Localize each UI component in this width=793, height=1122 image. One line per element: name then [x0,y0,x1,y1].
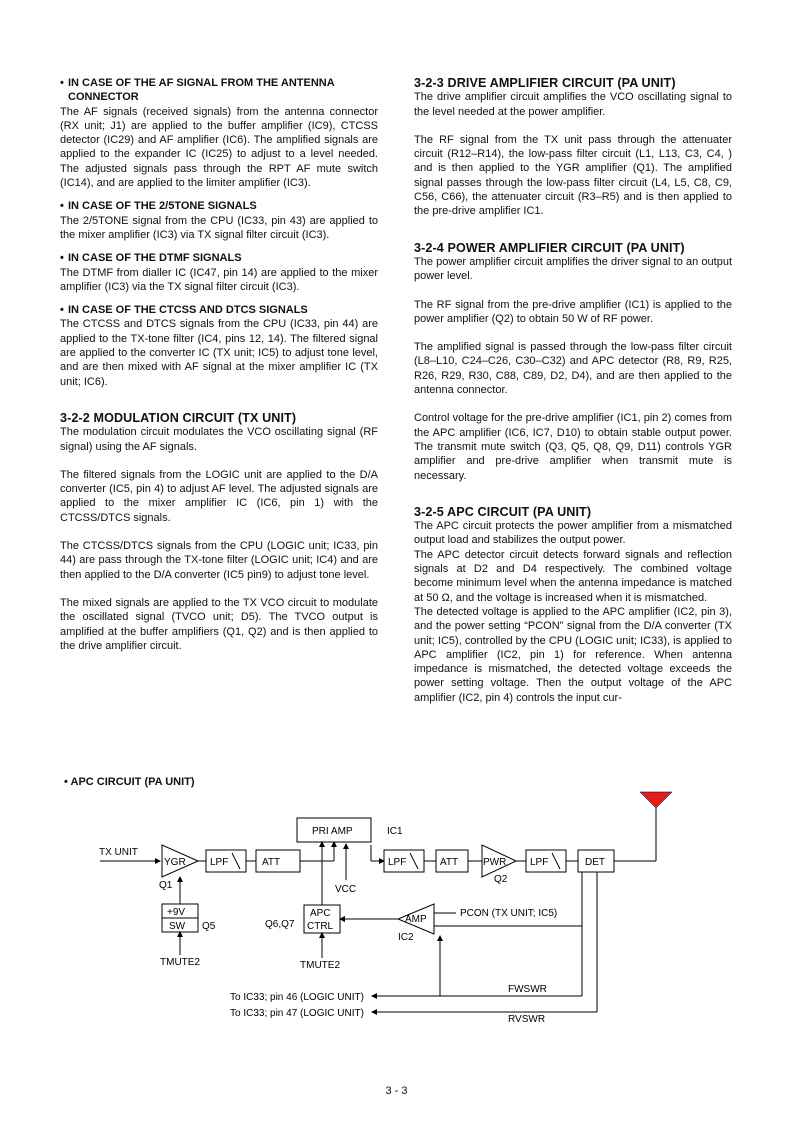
drive-p1: The drive amplifier circuit amplifies the VCO oscillating signal to the level needed at the power amplifier. [414,91,732,118]
power-p2: The RF signal from the pre-drive amplifier (IC1) is applied to the power amplifier (Q2) to obtain 50 W of RF power. [414,298,732,325]
to-ic33-46-label: To IC33; pin 46 (LOGIC UNIT) [230,992,364,1003]
modulation-p3: The CTCSS/DTCS signals from the CPU (LOGIC unit; IC33, pin 44) are pass through the TX-tone filter (LOGIC unit; IC4) and are then applied to the D/A converter (IC5 pin9) to adjust tone level. [60,540,378,581]
pri-amp-label: PRI AMP [312,826,353,837]
q5-label: Q5 [202,921,216,932]
af-antenna-text: The AF signals (received signals) from the antenna connector (RX unit; J1) are applied to the buffer amplifier (IC9), CTCSS detector (IC29) and AF amplifier (IC6). The amplified signals are applied to the expander IC (IC25) to adjust to a level needed. The adjusted signals pass through the RPT AF mute switch (IC14), and are applied to the limiter amplifier (IC3). [60,105,378,190]
apc-p1: The APC circuit protects the power amplifier from a mismatched output load and stabilizes the output power. [414,520,732,547]
to-ic33-47-label: To IC33; pin 47 (LOGIC UNIT) [230,1008,364,1019]
ic2-label: IC2 [398,932,414,943]
power-section [414,241,732,483]
fwswr-label: FWSWR [508,984,547,995]
dtmf-text: The DTMF from dialler IC (IC47, pin 14) are applied to the mixer amplifier (IC3) via the TX signal filter circuit (IC3). [60,266,378,293]
pwr-label: PWR [483,857,507,868]
power-heading: 3-2-4 POWER AMPLIFIER CIRCUIT (PA UNIT) [414,240,685,255]
modulation-p1: The modulation circuit modulates the VCO oscillating signal (RF signal) using the AF signals. [60,426,378,453]
tone25-section [60,199,378,242]
left-column [60,76,378,653]
sw-9v-label: +9V [167,907,186,918]
att2-label: ATT [440,857,459,868]
lpf2-label: LPF [388,857,407,868]
right-column [414,76,732,705]
apc-block-diagram [0,790,793,1040]
q6q7-label: Q6,Q7 [265,919,295,930]
tone25-text: The 2/5TONE signal from the CPU (IC33, pin 43) are applied to the mixer amplifier (IC3) via TX signal filter circuit (IC3). [60,214,378,241]
modulation-heading: 3-2-2 MODULATION CIRCUIT (TX UNIT) [60,410,297,425]
ctcss-text: The CTCSS and DTCS signals from the CPU (IC33, pin 44) are applied to the TX-tone filter (IC4, pins 12, 14). The filtered signal are applied to the converter IC (TX unit; IC5) to adjust tone level, and are then mixed with AF signal at the mixer amplifier IC (TX unit; IC6). [60,318,378,388]
det-label: DET [585,857,605,868]
power-p3: The amplified signal is passed through the low-pass filter circuit (L8–L10, C24–C26, C30–C32) and APC detector (R8, R9, R25, R26, R29, R30, C88, C89, D2, D4), and are then applied to the antenna connector. [414,341,732,397]
modulation-p2: The filtered signals from the LOGIC unit are applied to the D/A converter (IC5, pin 4) to adjust AF level. The adjusted signals are applied to the mixer amplifier IC (IC6, pin 1) with the CTCSS/DTCS signals. [60,468,378,524]
af-antenna-section [60,76,378,190]
q1-label: Q1 [159,880,173,891]
tmute2-left-label: TMUTE2 [160,957,200,968]
diagram-title: • APC CIRCUIT (PA UNIT) [64,776,195,788]
tmute2-mid-label: TMUTE2 [300,960,340,971]
dtmf-heading: • IN CASE OF THE DTMF SIGNALS [60,252,242,265]
page-number: 3 - 3 [385,1085,408,1097]
amp-label: AMP [405,914,427,925]
rvswr-label: RVSWR [508,1014,546,1025]
apc-label: APC [310,908,331,919]
ygr-label: YGR [164,857,186,868]
ic1-label: IC1 [387,826,403,837]
ctrl-label: CTRL [307,921,334,932]
modulation-p4: The mixed signals are applied to the TX VCO circuit to modulate the oscillated signal (TVCO unit; D5). The TVCO output is amplified at the buffer amplifiers (Q1, Q2) and is then applied to the drive amplifier circuit. [60,596,378,652]
af-antenna-heading: • IN CASE OF THE AF SIGNAL FROM THE ANTENNA CONNECTOR [60,77,335,104]
drive-p2: The RF signal from the TX unit pass through the attenuater circuit (R12–R14), the low-pass filter circuit (L1, L13, C3, C4, ) and is then applied to the YGR amplifier (Q1). The amplified signal passes through the low-pass filter circuit (L4, L5, C8, C9, C56, C66), the attenuater circuit (R3–R5) and is then applied to the pre-drive amplifier IC1. [414,133,732,218]
lpf1-label: LPF [210,857,229,868]
sw-label: SW [169,921,186,932]
ctcss-section [60,303,378,389]
ctcss-heading: • IN CASE OF THE CTCSS AND DTCS SIGNALS [60,304,308,317]
lpf3-label: LPF [530,857,549,868]
power-p4: Control voltage for the pre-drive amplifier (IC1, pin 2) comes from the APC amplifier (IC6, IC7, D10) to obtain stable output power. The transmit mute switch (Q3, Q5, Q8, Q9, D11) controls YGR amplifier and pre-drive amplifier when transmit mute is necessary. [414,412,732,482]
modulation-section [60,411,378,653]
drive-heading: 3-2-3 DRIVE AMPLIFIER CIRCUIT (PA UNIT) [414,76,676,90]
vcc-label: VCC [335,884,357,895]
drive-section [414,76,732,219]
apc-p2: The APC detector circuit detects forward signals and reflection signals at D2 and D4 respectively. The combined voltage become minimum level when the antenna impedance is matched at 50 Ω, and the voltage is increased when it is mismatched. [414,548,732,604]
tx-unit-label: TX UNIT [99,847,138,858]
apc-heading: 3-2-5 APC CIRCUIT (PA UNIT) [414,504,592,519]
apc-section [414,505,732,705]
q2-label: Q2 [494,874,508,885]
power-p1: The power amplifier circuit amplifies the driver signal to an output power level. [414,255,732,283]
dtmf-section [60,251,378,294]
apc-p3: The detected voltage is applied to the APC amplifier (IC2, pin 3), and the power setting “PCON” signal from the D/A converter (TX unit; IC5), controlled by the CPU (LOGIC unit; IC33), is applied to APC amplifier (IC2, pin 1) for reference. When antenna impedance is mismatched, the detected voltage exceeds the power setting voltage. Then the output voltage of the APC amplifier (IC2, pin 4) controls the input cur- [414,605,732,704]
pcon-label: PCON (TX UNIT; IC5) [460,908,558,919]
tone25-heading: • IN CASE OF THE 2/5TONE SIGNALS [60,200,257,213]
att1-label: ATT [262,857,281,868]
antenna-icon [640,792,672,808]
